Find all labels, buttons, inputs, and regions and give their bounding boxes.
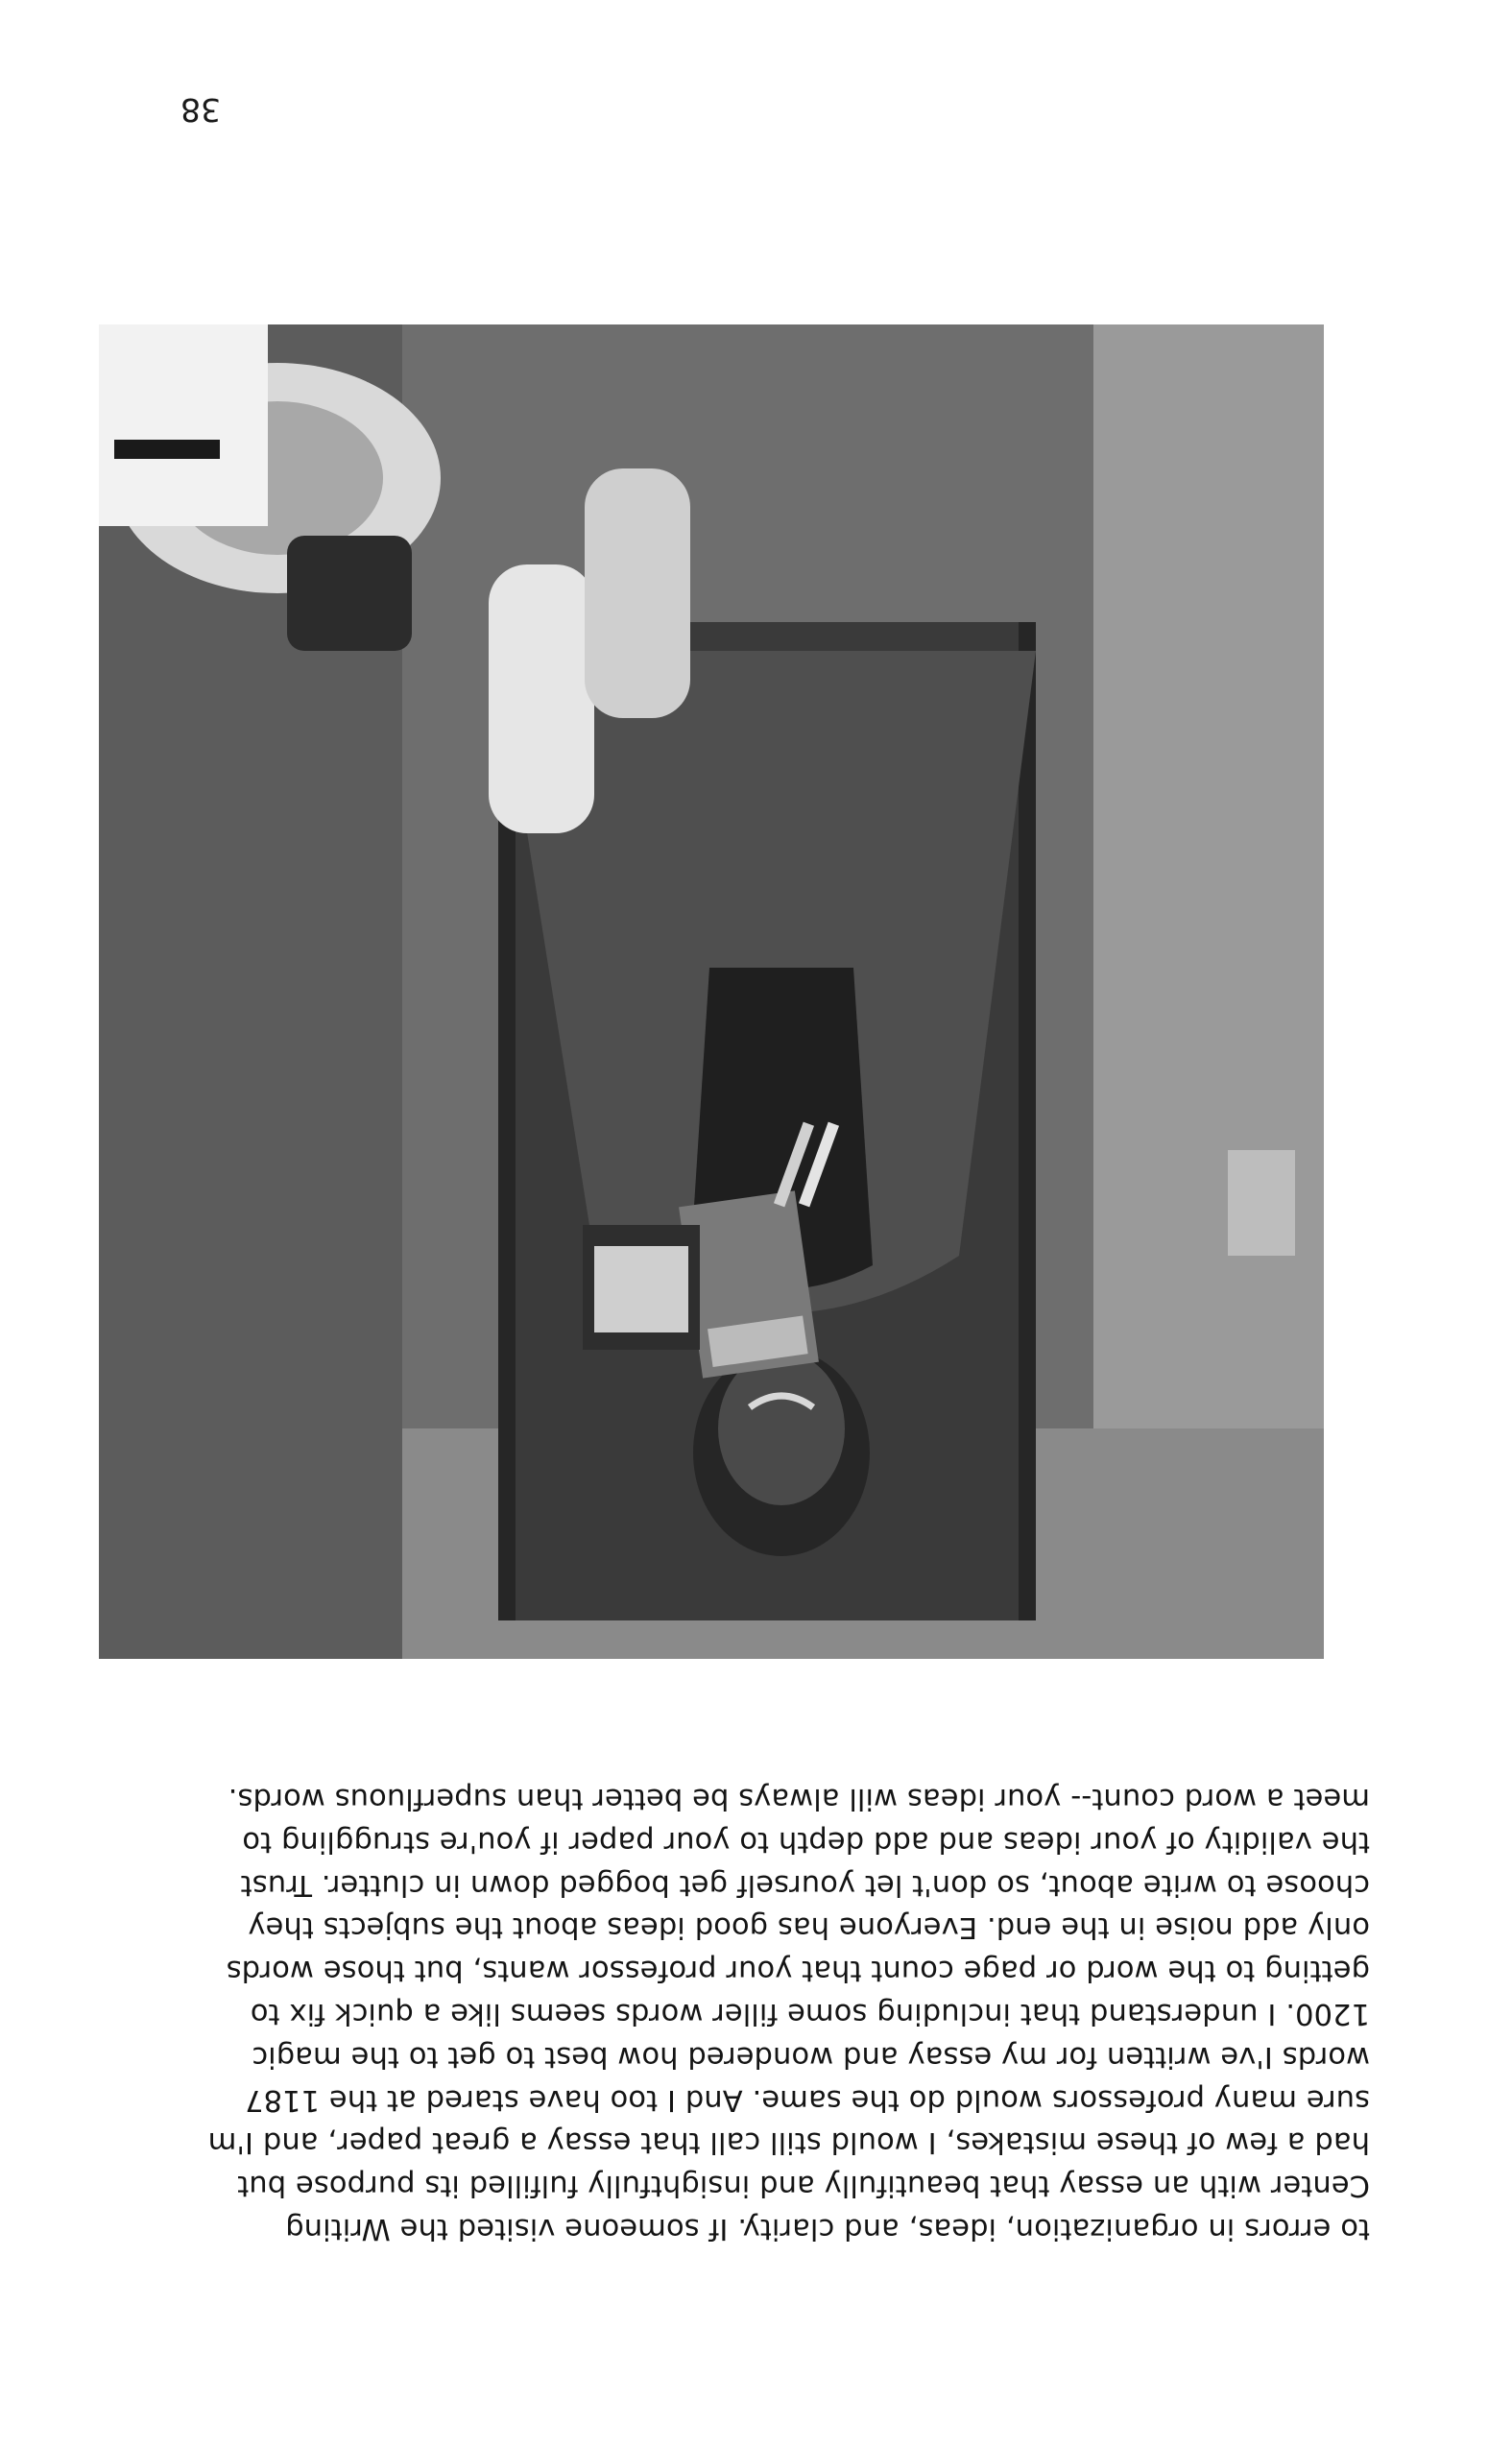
paragraph-line: to errors in organization, ideas, and clarity. If someone visited the Writing: [285, 2212, 1370, 2245]
paragraph-line: had a few of these mistakes, I would still call that essay a great paper, and I'm: [207, 2125, 1370, 2160]
paragraph-line: the validity of your ideas and add depth to your paper if you're struggling to: [242, 1824, 1370, 1859]
paragraph-line: sure many professors would do the same. And I too have stared at the 1187: [244, 2082, 1370, 2117]
photo-student-with-books: [99, 324, 1324, 1659]
paragraph-line: words I've written for my essay and wondered how best to get to the magic: [252, 2039, 1370, 2074]
paragraph-line: Center with an essay that beautifully and insightfully fulfilled its purpose but: [237, 2169, 1370, 2203]
paragraph-line: only add noise in the end. Everyone has good ideas about the subjects they: [248, 1910, 1370, 1945]
body-paragraph: [141, 1776, 1370, 2249]
paragraph-line: getting to the word or page count that your professor wants, but those words: [226, 1954, 1370, 1988]
page-number: 38: [180, 91, 221, 129]
paragraph-line: choose to write about, so don't let yourself get bogged down in clutter. Trust: [240, 1867, 1370, 1902]
paragraph-line: meet a word count-- your ideas will always be better than superfluous words.: [228, 1782, 1370, 1816]
paragraph-line: 1200. I understand that including some filler words seems like a quick fix to: [250, 1997, 1370, 2031]
